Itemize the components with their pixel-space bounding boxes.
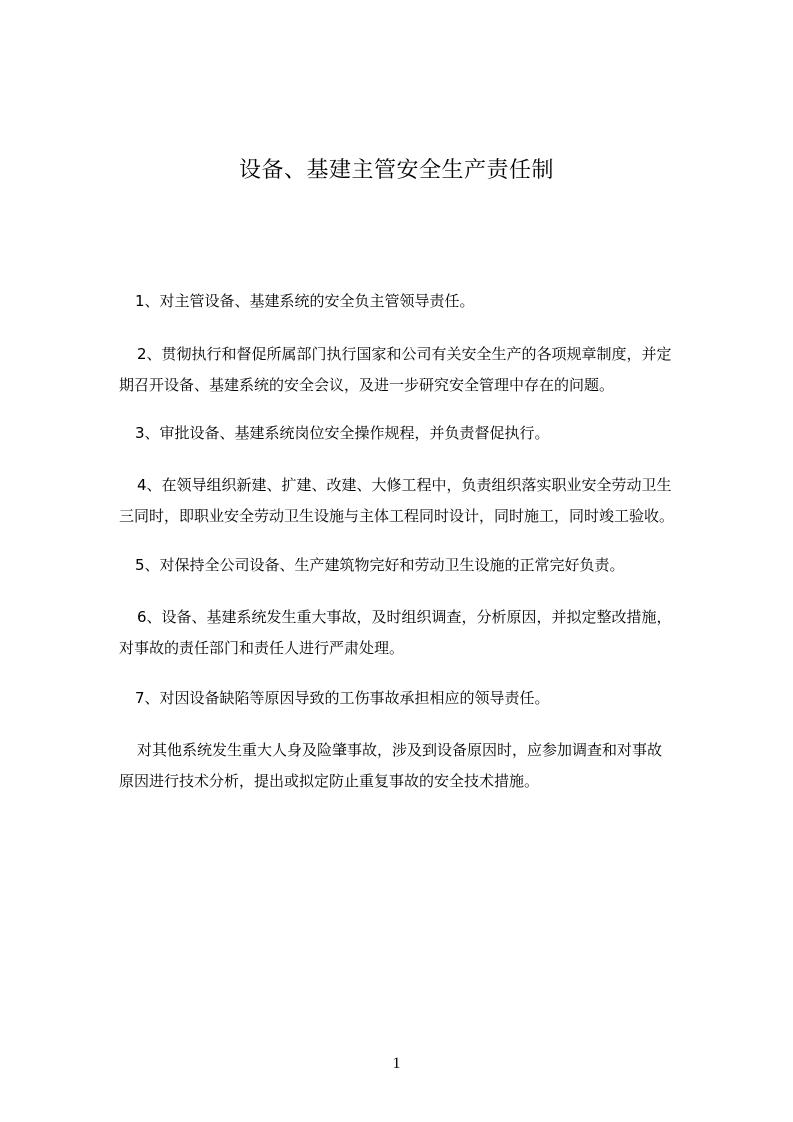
paragraph-line: 4、在领导组织新建、扩建、改建、大修工程中，负责组织落实职业安全劳动卫生: [137, 476, 672, 494]
paragraph-line: 三同时，即职业安全劳动卫生设施与主体工程同时设计，同时施工，同时竣工验收。: [119, 507, 675, 525]
paragraph-6: [119, 602, 715, 664]
paragraph-line: 5、对保持全公司设备、生产建筑物完好和劳动卫生设施的正常完好负责。: [135, 556, 625, 574]
paragraph-4: [119, 470, 715, 532]
paragraph-line: 3、审批设备、基建系统岗位安全操作规程，并负责督促执行。: [135, 424, 550, 442]
document-title: 设备、基建主管安全生产责任制: [238, 157, 554, 183]
paragraph-8: [119, 735, 715, 797]
paragraph-1: [119, 286, 715, 317]
paragraph-line: 2、贯彻执行和督促所属部门执行国家和公司有关安全生产的各项规章制度，并定: [137, 345, 672, 363]
paragraph-line: 1、对主管设备、基建系统的安全负主管领导责任。: [135, 292, 475, 310]
paragraph-5: [119, 550, 715, 581]
paragraph-line: 6、设备、基建系统发生重大事故，及时组织调查，分析原因，并拟定整改措施，: [137, 608, 672, 626]
paragraph-3: [119, 418, 715, 449]
paragraph-line: 对其他系统发生重大人身及险肇事故，涉及到设备原因时，应参加调查和对事故: [137, 741, 663, 759]
page-number: 1: [392, 1055, 401, 1072]
paragraph-line: 期召开设备、基建系统的安全会议，及进一步研究安全管理中存在的问题。: [119, 376, 615, 394]
paragraph-line: 对事故的责任部门和责任人进行严肃处理。: [119, 639, 405, 657]
paragraph-2: [119, 339, 715, 401]
paragraph-line: 7、对因设备缺陷等原因导致的工伤事故承担相应的领导责任。: [135, 689, 550, 707]
paragraph-7: [119, 683, 715, 714]
paragraph-line: 原因进行技术分析，提出或拟定防止重复事故的安全技术措施。: [119, 772, 540, 790]
